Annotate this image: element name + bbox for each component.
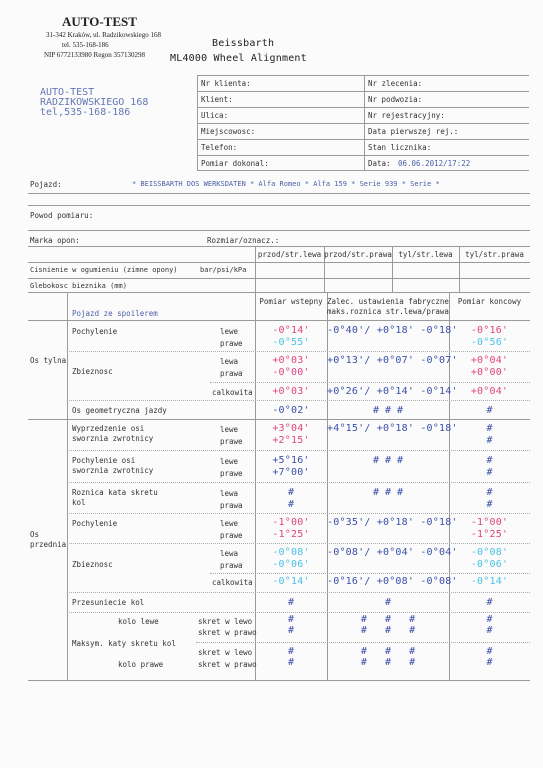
front-axle-label: Os przednia <box>30 530 67 549</box>
sai-after-left: # <box>486 455 493 466</box>
total-label: calkowita <box>212 578 253 587</box>
company-phone: tel. 535-168-186 <box>62 41 109 49</box>
kolo-prawe-label: kolo prawe <box>118 660 164 669</box>
stan-licznika-label: Stan licznika: <box>368 143 432 152</box>
caster-after-right: # <box>486 435 493 446</box>
toe-out-turns-after-left: # <box>486 487 493 498</box>
pojazd-value: * BEISSBARTH DOS WERKSDATEN * Alfa Romeo * Alfa 159 * Serie 939 * Serie * <box>132 180 440 188</box>
turn-right-label: skret w prawo <box>198 660 257 669</box>
klient-label: Klient: <box>201 95 233 104</box>
tire-col-fl: przod/str.lewa <box>257 250 322 259</box>
front-toe-spec: -0°08'/ +0°04' -0°04' <box>327 547 458 558</box>
front-toe-after-right: -0°06' <box>470 559 509 570</box>
company-ids: NIP 6772133980 Regon 357130298 <box>44 51 146 59</box>
toe-out-turns-spec: # # # <box>372 487 404 498</box>
company-address: 31-342 Kraków, ul. Radzikowskiego 168 <box>46 31 162 39</box>
rear-toe-after-total: +0°04' <box>470 386 509 397</box>
front-toe-after-total: -0°14' <box>470 576 509 587</box>
max-turn-rw-right-before: # <box>287 657 295 668</box>
rear-zbieznosc-label: Zbieznosc <box>72 367 113 376</box>
rear-camber-after-right: -0°56' <box>470 337 509 348</box>
front-toe-before-left: -0°08' <box>272 547 310 558</box>
setback-after: # <box>486 597 493 608</box>
toe-out-turns-label: Roznica kata skretu kol <box>72 488 158 507</box>
marka-opon-label: Marka opon: <box>30 236 80 245</box>
turn-right-label: skret w prawo <box>198 628 257 637</box>
left-side-label: lewe <box>220 425 239 434</box>
sai-after-right: # <box>486 467 493 478</box>
setback-spec: # <box>384 597 392 608</box>
max-turn-lw-left-after: # <box>486 614 493 625</box>
right-side-label: prawe <box>220 469 243 478</box>
rear-toe-spec-total: +0°26'/ +0°14' -0°14' <box>327 386 458 397</box>
front-camber-after-right: -1°25' <box>470 529 509 540</box>
pojazd-label: Pojazd: <box>30 180 62 189</box>
device-model: ML4000 Wheel Alignment <box>170 53 307 64</box>
data-rejestracji-label: Data pierwszej rej.: <box>368 127 459 136</box>
glebokosc-label: Glebokosc bieznika (mm) <box>30 282 127 290</box>
rear-toe-after-right: +0°00' <box>470 367 509 378</box>
right-side-label: prawe <box>220 437 243 446</box>
left-side-label: lewe <box>220 327 239 336</box>
company-stamp: AUTO-TEST RADZIKOWSKIEGO 168 tel,535-168-186 <box>40 87 149 118</box>
nr-rejestracyjny-label: Nr rejestracyjny: <box>368 111 445 120</box>
front-toe-after-left: -0°08' <box>470 547 509 558</box>
front-camber-spec: -0°35'/ +0°18' -0°18' <box>327 517 458 528</box>
front-camber-before-left: -1°00' <box>272 517 310 528</box>
nr-klienta-label: Nr klienta: <box>201 79 251 88</box>
left-side-label: lewe <box>220 457 239 466</box>
telefon-label: Telefon: <box>201 143 238 152</box>
front-zbieznosc-label: Zbieznosc <box>72 560 113 569</box>
right-side-label: prawa <box>220 369 243 378</box>
rear-axle-label: Os tylna <box>30 356 67 365</box>
maksym-label: Maksym. katy skretu kol <box>72 639 176 648</box>
rear-camber-before-right: -0°55' <box>272 337 310 348</box>
toe-out-turns-before-left: # <box>287 487 295 498</box>
sai-before-left: +5°16' <box>272 455 310 466</box>
right-side-label: prawa <box>220 501 243 510</box>
rear-toe-before-total: +0°03' <box>272 386 310 397</box>
setback-before: # <box>287 597 295 608</box>
nr-zlecenia-label: Nr zlecenia: <box>368 79 423 88</box>
rear-camber-after-left: -0°16' <box>470 325 509 336</box>
toe-out-turns-before-right: # <box>287 499 295 510</box>
total-label: calkowita <box>212 388 253 397</box>
cisnienie-label: Cisnienie w ogumieniu (zimne opony) <box>30 266 178 274</box>
tire-col-rr: tyl/str.prawa <box>465 250 524 259</box>
rear-camber-before-left: -0°14' <box>272 325 310 336</box>
max-turn-lw-left-spec: # # # <box>360 614 416 625</box>
front-toe-spec-total: -0°16'/ +0°08' -0°08' <box>327 576 458 587</box>
ulica-label: Ulica: <box>201 111 229 120</box>
rear-pochylenie-label: Pochylenie <box>72 327 118 336</box>
thrust-angle-after: # <box>486 405 493 416</box>
front-camber-before-right: -1°25' <box>272 529 310 540</box>
powod-label: Powod pomiaru: <box>30 211 94 220</box>
tire-col-rl: tyl/str.lewa <box>398 250 453 259</box>
front-toe-before-total: -0°14' <box>272 576 310 587</box>
left-side-label: lewa <box>220 549 239 558</box>
turn-left-label: skret w lewo <box>198 648 253 657</box>
sai-before-right: +7°00' <box>272 467 310 478</box>
caster-spec: +4°15'/ +0°18' -0°18' <box>327 423 458 434</box>
os-geometryczna-label: Os geometryczna jazdy <box>72 406 167 415</box>
left-side-label: lewa <box>220 489 239 498</box>
rozmiar-label: Rozmiar/oznacz.: <box>207 236 280 245</box>
turn-left-label: skret w lewo <box>198 617 253 626</box>
max-turn-rw-right-spec: # # # <box>360 657 416 668</box>
data-value: 06.06.2012/17:22 <box>398 159 471 168</box>
pomiar-dokonal-label: Pomiar dokonal: <box>201 159 269 168</box>
pressure-unit: bar/psi/kPa <box>200 266 247 274</box>
max-turn-lw-right-spec: # # # <box>360 625 416 636</box>
front-pochylenie-label: Pochylenie <box>72 519 118 528</box>
left-side-label: lewa <box>220 357 239 366</box>
rear-toe-before-right: -0°00' <box>272 367 310 378</box>
caster-label: Wyprzedzenie osi sworznia zwrotnicy <box>72 424 154 443</box>
max-turn-lw-left-before: # <box>287 614 295 625</box>
thrust-angle-before: -0°02' <box>272 405 310 416</box>
rear-camber-spec: -0°40'/ +0°18' -0°18' <box>327 325 458 336</box>
max-turn-rw-left-spec: # # # <box>360 646 416 657</box>
pomiar-koncowy-header: Pomiar koncowy <box>457 297 522 306</box>
right-side-label: prawe <box>220 531 243 540</box>
left-side-label: lewe <box>220 519 239 528</box>
max-turn-rw-right-after: # <box>486 657 493 668</box>
sai-spec: # # # <box>372 455 404 466</box>
device-brand: Beissbarth <box>212 38 275 49</box>
max-turn-lw-right-before: # <box>287 625 295 636</box>
spec-header: Zalec. ustawienia fabryczne <box>327 297 449 306</box>
spec-header-2: maks.roznica str.lewa/prawa <box>327 307 449 316</box>
spoiler-label: Pojazd ze spoilerem <box>72 309 158 318</box>
right-side-label: prawa <box>220 561 243 570</box>
rear-toe-before-left: +0°03' <box>272 355 310 366</box>
rear-toe-after-left: +0°04' <box>470 355 509 366</box>
data-label: Data: <box>368 159 391 168</box>
front-toe-before-right: -0°06' <box>272 559 310 570</box>
toe-out-turns-after-right: # <box>486 499 493 510</box>
tire-col-fr: przod/str.prawa <box>324 250 392 259</box>
nr-podwozia-label: Nr podwozia: <box>368 95 423 104</box>
kolo-lewe-label: kolo lewe <box>118 617 159 626</box>
caster-before-right: +2°15' <box>272 435 310 446</box>
caster-after-left: # <box>486 423 493 434</box>
max-turn-rw-left-before: # <box>287 646 295 657</box>
przesuniecie-label: Przesuniecie kol <box>72 598 145 607</box>
miejscowosc-label: Miejscowosc: <box>201 127 256 136</box>
thrust-angle-spec: # # # <box>372 405 404 416</box>
right-side-label: prawe <box>220 339 243 348</box>
pomiar-wstepny-header: Pomiar wstepny <box>259 297 323 306</box>
max-turn-lw-right-after: # <box>486 625 493 636</box>
company-name: AUTO-TEST <box>62 14 137 29</box>
max-turn-rw-left-after: # <box>486 646 493 657</box>
rear-toe-spec: +0°13'/ +0°07' -0°07' <box>327 355 458 366</box>
caster-before-left: +3°04' <box>272 423 310 434</box>
front-camber-after-left: -1°00' <box>470 517 509 528</box>
sai-label: Pochylenie osi sworznia zwrotnicy <box>72 456 154 475</box>
